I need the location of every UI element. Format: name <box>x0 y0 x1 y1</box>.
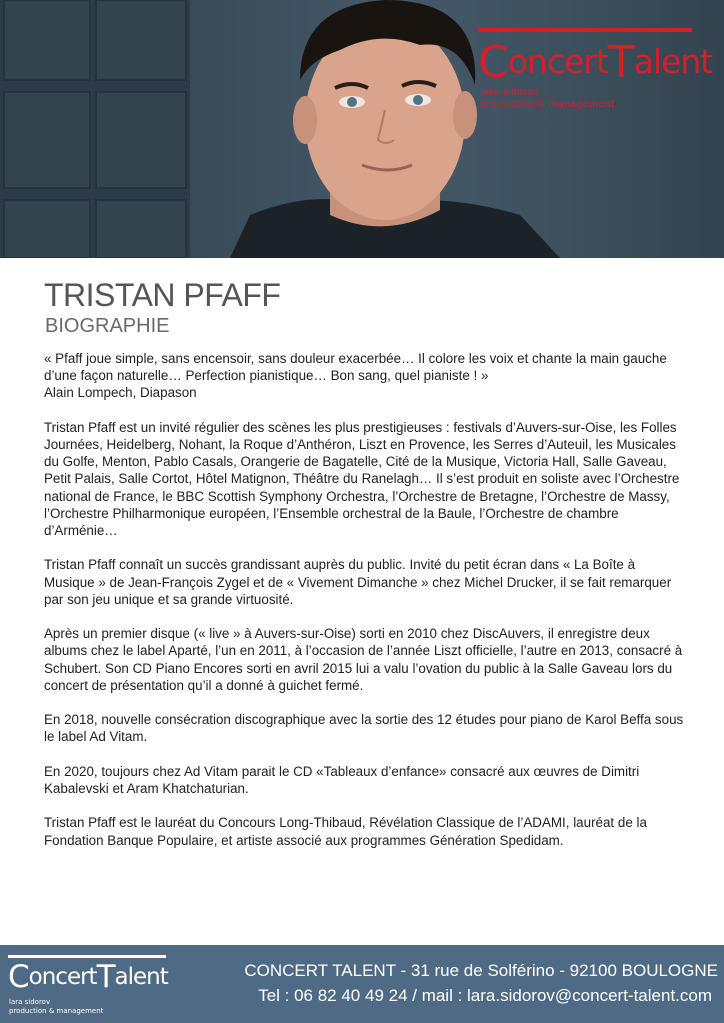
footer-contact[interactable]: Tel : 06 82 40 49 24 / mail : lara.sidorov@concert-talent.com <box>258 986 712 1005</box>
bio-paragraph-6: Tristan Pfaff est le lauréat du Concours Long-Thibaud, Révélation Classique de l’ADAMI, lauréat de la Fondation Banque Populaire, et artiste associé aux programmes Génération Spedidam. <box>44 815 647 848</box>
logo-tagline <box>480 87 615 111</box>
logo-word-concert: oncert <box>507 42 608 81</box>
logo-word-talent: alent <box>633 42 713 81</box>
bio-paragraph-4: En 2018, nouvelle consécration discographique avec la sortie des 12 études pour piano de Karol Beffa sous le label Ad Vitam. <box>44 712 684 745</box>
biography-text <box>44 350 684 866</box>
footer-logo-letter-c: C <box>8 959 29 995</box>
logo-wordmark <box>478 37 713 88</box>
logo-letter-t: T <box>607 37 634 88</box>
footer-logo-wordmark <box>8 959 168 995</box>
logo-tagline-role: production & management <box>480 99 615 110</box>
bio-paragraph-1: Tristan Pfaff est un invité régulier des scènes les plus prestigieuses : festivals d’Auvers-sur-Oise, les Folles Journées, Heidelberg, Nohant, la Roque d’Anthéron, Liszt en Provence, les Serres d’Auteuil, les Musicales du Golfe, Menton, Pablo Casals, Orangerie de Bagatelle, Cité de la Musique, Victoria Hall, Salle Gaveau, Petit Palais, Salle Cortot, Hôtel Matignon, Théâtre du Ranelagh… Il s’est produit en soliste avec l’Orchestre national de France, le BBC Scottish Symphony Orchestra, l’Orchestre de Bretagne, l’Orchestre de Massy, l’Orchestre Philharmonique européen, l’Ensemble orchestral de la Baule, l’Orchestre de chambre d’Arménie… <box>44 419 680 539</box>
hero-photo <box>0 0 724 258</box>
footer-tagline-role: production & management <box>9 1007 104 1015</box>
artist-name: TRISTAN PFAFF <box>44 277 281 313</box>
bio-paragraph-5: En 2020, toujours chez Ad Vitam parait le CD «Tableaux d’enfance» consacré aux œuvres de Dimitri Kabalevski et Aram Khatchaturian. <box>44 763 640 796</box>
footer-logo-rule <box>8 955 166 958</box>
press-quote <box>44 350 684 402</box>
footer <box>0 945 724 1023</box>
footer-logo-letter-t: T <box>96 959 115 995</box>
footer-logo-word-concert: oncert <box>28 964 97 990</box>
footer-logo-word-talent: alent <box>114 964 168 990</box>
bio-paragraph-3: Après un premier disque (« live » à Auvers-sur-Oise) sorti en 2010 chez DiscAuvers, il enregistre deux albums chez le label Aparté, l’un en 2011, à l’occasion de l’année Liszt officielle, l’autre en 2013, consacré à Schubert. Son CD Piano Encores sorti en avril 2015 lui a valu l’ovation du public à la Salle Gaveau lors du concert de présentation qu’il a donné à guichet fermé. <box>44 626 683 693</box>
logo-letter-c: C <box>478 37 508 88</box>
logo-top-rule <box>478 28 692 32</box>
footer-tagline-name: lara sidorov <box>9 998 51 1006</box>
bio-paragraph-2: Tristan Pfaff connaît un succès grandissant auprès du public. Invité du petit écran dans « La Boîte à Musique » de Jean-François Zygel et de « Vivement Dimanche » chez Michel Drucker, il se fait remarquer par son jeu unique et sa grande virtuosité. <box>44 557 672 607</box>
quote-source: Alain Lompech, Diapason <box>44 385 197 401</box>
quote-text: « Pfaff joue simple, sans encensoir, sans douleur exacerbée… Il colore les voix et chante la main gauche d’une façon naturelle… Perfection pianistique… Bon sang, quel pianiste ! » <box>44 351 667 384</box>
logo-tagline-name: lara sidorov <box>480 87 540 98</box>
footer-address: CONCERT TALENT - 31 rue de Solférino - 92100 BOULOGNE <box>244 961 718 980</box>
footer-logo-tagline <box>9 998 103 1016</box>
section-subtitle: BIOGRAPHIE <box>45 315 170 337</box>
